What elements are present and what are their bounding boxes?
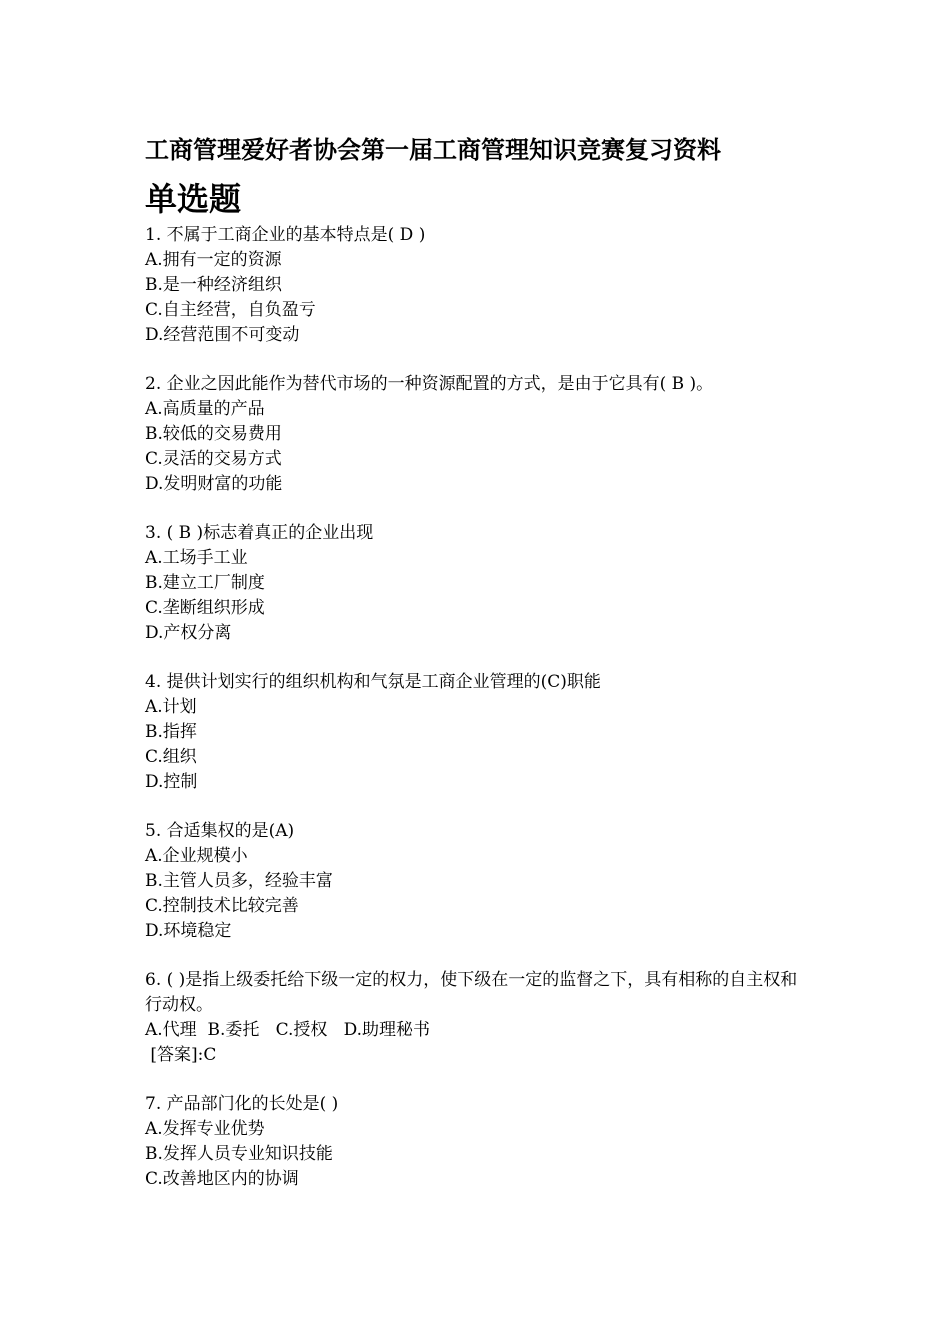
document-title: 工商管理爱好者协会第一届工商管理知识竞赛复习资料 — [145, 136, 721, 164]
question-option: B.主管人员多，经验丰富 — [145, 871, 333, 891]
question-option: A.发挥专业优势 — [145, 1119, 265, 1139]
question-5 — [145, 819, 810, 944]
question-4 — [145, 670, 810, 795]
question-stem: 2. 企业之因此能作为替代市场的一种资源配置的方式，是由于它具有( B )。 — [145, 374, 714, 394]
section-heading: 单选题 — [145, 180, 242, 218]
question-option: C.控制技术比较完善 — [145, 896, 299, 916]
question-option: D.发明财富的功能 — [145, 474, 283, 494]
question-option: D.经营范围不可变动 — [145, 325, 300, 345]
question-stem: 6. ( )是指上级委托给下级一定的权力，使下级在一定的监督之下，具有相称的自主权和行动权。 — [145, 970, 798, 1015]
question-stem: 3. ( B )标志着真正的企业出现 — [145, 523, 374, 543]
question-stem: 4. 提供计划实行的组织机构和气氛是工商企业管理的(C)职能 — [145, 672, 601, 692]
question-option: C.垄断组织形成 — [145, 598, 265, 618]
question-option: B.发挥人员专业知识技能 — [145, 1144, 333, 1164]
question-3 — [145, 521, 810, 646]
question-option: C.改善地区内的协调 — [145, 1169, 299, 1189]
question-option: B.指挥 — [145, 722, 197, 742]
question-list — [145, 223, 810, 1216]
question-stem: 7. 产品部门化的长处是( ) — [145, 1094, 339, 1114]
question-option: A.计划 — [145, 697, 197, 717]
question-option: A.企业规模小 — [145, 846, 248, 866]
question-option: B.较低的交易费用 — [145, 424, 282, 444]
question-option: C.灵活的交易方式 — [145, 449, 282, 469]
question-2 — [145, 372, 810, 497]
question-option: A.拥有一定的资源 — [145, 250, 282, 270]
question-option: A.工场手工业 — [145, 548, 248, 568]
question-option: A.高质量的产品 — [145, 399, 265, 419]
question-option: B.建立工厂制度 — [145, 573, 265, 593]
question-stem: 1. 不属于工商企业的基本特点是( D ) — [145, 225, 426, 245]
question-option: A.代理 B.委托 C.授权 D.助理秘书 — [145, 1020, 431, 1040]
question-option: C.组织 — [145, 747, 197, 767]
question-option: D.环境稳定 — [145, 921, 232, 941]
answer-text: [答案]:C — [145, 1045, 217, 1065]
question-stem: 5. 合适集权的是(A) — [145, 821, 295, 841]
question-7 — [145, 1092, 810, 1192]
question-option: B.是一种经济组织 — [145, 275, 282, 295]
question-6 — [145, 968, 810, 1068]
question-option: D.产权分离 — [145, 623, 232, 643]
question-option: C.自主经营，自负盈亏 — [145, 300, 316, 320]
question-option: D.控制 — [145, 772, 198, 792]
question-1 — [145, 223, 810, 348]
